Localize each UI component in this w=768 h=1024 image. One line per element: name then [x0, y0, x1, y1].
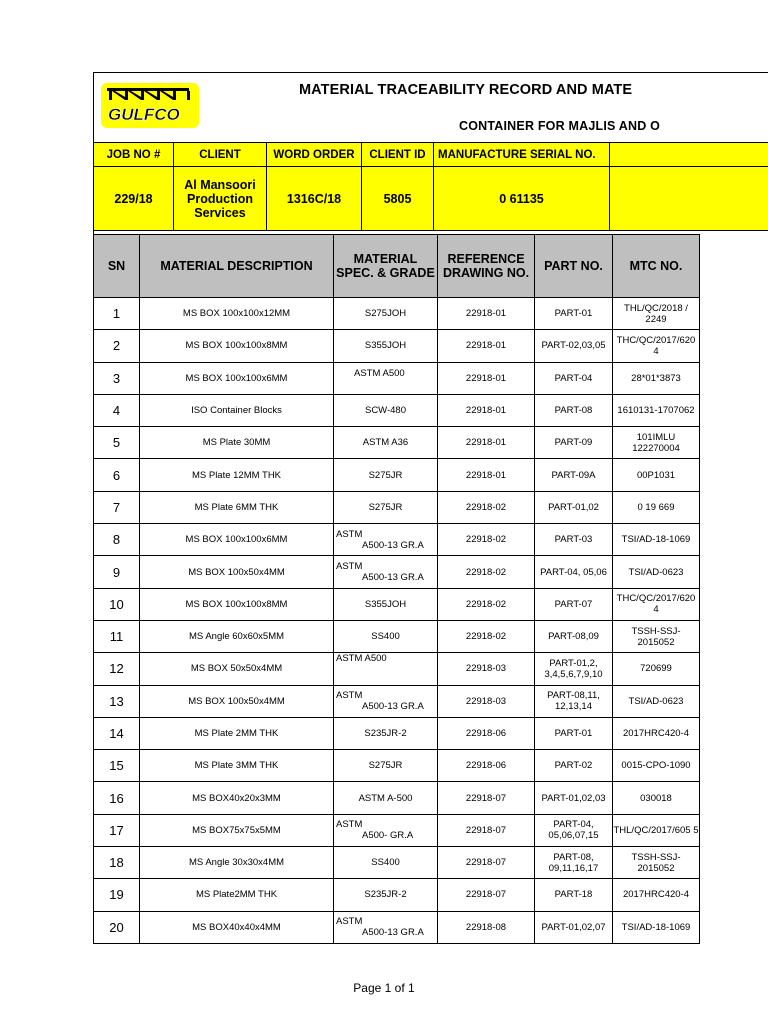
serial-no-value: 0 61135: [434, 167, 610, 231]
spec-text: ASTM A-500: [358, 792, 413, 804]
table-row: [94, 491, 700, 523]
sn-cell: 3: [94, 362, 140, 394]
drawing-no-cell: 22918-07: [438, 879, 535, 911]
drawing-no-cell: 22918-01: [438, 459, 535, 491]
spec-grade-cell: [334, 362, 438, 394]
work-order-value: 1316C/18: [267, 167, 362, 231]
table-row: [94, 556, 700, 588]
spec-text: ASTM A36: [362, 437, 409, 449]
spec-grade-cell: [334, 588, 438, 620]
document-title: MATERIAL TRACEABILITY RECORD AND MATE: [299, 82, 633, 98]
spec-grade-cell: [334, 750, 438, 782]
spec-grade-cell: [334, 717, 438, 749]
sn-cell: 6: [94, 459, 140, 491]
sn-header: SN: [94, 235, 140, 298]
sn-cell: 8: [94, 524, 140, 556]
spec-text: S355JOH: [364, 340, 407, 352]
sn-cell: 19: [94, 879, 140, 911]
part-no-cell: PART-18: [535, 879, 613, 911]
spec-line-1: ASTM: [336, 916, 363, 928]
spec-text: ASTM A500: [354, 367, 405, 379]
spec-line-1: ASTM: [336, 528, 363, 540]
spec-grade-cell: [334, 394, 438, 426]
spec-text: S235JR-2: [364, 728, 407, 739]
spec-line-2: A500-13 GR.A: [362, 701, 424, 713]
description-cell: ISO Container Blocks: [140, 394, 334, 426]
material-table-header-row: [94, 235, 700, 298]
info-header-blank: [610, 142, 768, 167]
spec-line-1: ASTM: [336, 561, 363, 573]
svg-text:GULFCO: GULFCO: [108, 105, 180, 124]
mtc-no-cell: TSI/AD-0623: [613, 685, 700, 717]
spec-text: SS400: [371, 631, 400, 643]
spec-grade-cell: [334, 879, 438, 911]
table-row: [94, 330, 700, 362]
drawing-no-cell: 22918-02: [438, 620, 535, 652]
drawing-no-cell: 22918-07: [438, 847, 535, 879]
description-cell: MS BOX75x75x5MM: [140, 814, 334, 846]
spec-grade-cell: [334, 620, 438, 652]
table-row: [94, 847, 700, 879]
mtc-no-cell: 101IMLU 122270004: [613, 427, 700, 459]
part-no-cell: PART-01,02,07: [535, 911, 613, 943]
table-row: [94, 879, 700, 911]
mtc-no-cell: THC/QC/2017/620 4: [613, 588, 700, 620]
sn-cell: 2: [94, 330, 140, 362]
sn-cell: 14: [94, 717, 140, 749]
sn-cell: 5: [94, 427, 140, 459]
part-no-cell: PART-04: [535, 362, 613, 394]
drawing-no-cell: 22918-06: [438, 717, 535, 749]
description-cell: MS Plate 6MM THK: [140, 491, 334, 523]
part-no-cell: PART-02: [535, 750, 613, 782]
spec-grade-cell: [334, 330, 438, 362]
spec-text: S355JOH: [364, 598, 407, 610]
mtc-no-cell: 1610131-1707062: [613, 394, 700, 426]
drawing-no-cell: 22918-01: [438, 394, 535, 426]
description-cell: MS BOX 100x50x4MM: [140, 685, 334, 717]
job-info-block: [93, 142, 768, 231]
table-row: [94, 394, 700, 426]
drawing-no-cell: 22918-03: [438, 685, 535, 717]
spec-grade-cell: [334, 459, 438, 491]
drawing-no-cell: 22918-01: [438, 362, 535, 394]
client-header: CLIENT: [174, 142, 267, 167]
spec-line-2: A500-13 GR.A: [362, 927, 424, 939]
spec-grade-cell: [334, 685, 438, 717]
mtc-no-cell: THC/QC/2017/620 4: [613, 330, 700, 362]
spec-text: S275JR: [368, 469, 403, 481]
sn-cell: 7: [94, 491, 140, 523]
part-no-cell: PART-09: [535, 427, 613, 459]
spec-grade-cell: [334, 427, 438, 459]
mtc-no-cell: THL/QC/2018 / 2249: [613, 298, 700, 330]
info-value-blank: [610, 167, 768, 231]
sn-cell: 1: [94, 298, 140, 330]
part-no-cell: PART-01,2, 3,4,5,6,7,9,10: [535, 653, 613, 685]
sn-cell: 20: [94, 911, 140, 943]
mtc-no-cell: THL/QC/2017/605 5: [613, 814, 700, 846]
serial-no-header: MANUFACTURE SERIAL NO.: [434, 142, 610, 167]
mtc-no-cell: TSI/AD-18-1069: [613, 524, 700, 556]
job-info-header-row: [93, 142, 768, 167]
description-cell: MS Plate2MM THK: [140, 879, 334, 911]
mtc-no-cell: 0 19 669: [613, 491, 700, 523]
description-cell: MS BOX 50x50x4MM: [140, 653, 334, 685]
sn-cell: 10: [94, 588, 140, 620]
mtc-no-cell: 030018: [613, 782, 700, 814]
drawing-no-cell: 22918-02: [438, 588, 535, 620]
table-row: [94, 298, 700, 330]
mtc-no-cell: TSSH-SSJ- 2015052: [613, 620, 700, 652]
part-no-cell: PART-04, 05,06,07,15: [535, 814, 613, 846]
part-no-cell: PART-04, 05,06: [535, 556, 613, 588]
sn-cell: 17: [94, 814, 140, 846]
description-cell: MS Plate 2MM THK: [140, 717, 334, 749]
drawing-no-cell: 22918-07: [438, 782, 535, 814]
client-id-header: CLIENT ID: [362, 142, 434, 167]
table-row: [94, 588, 700, 620]
job-no-header: JOB NO #: [93, 142, 174, 167]
gulfco-logo: [101, 83, 199, 128]
mtc-no-cell: 00P1031: [613, 459, 700, 491]
mtc-no-cell: TSI/AD-0623: [613, 556, 700, 588]
table-row: [94, 653, 700, 685]
part-no-cell: PART-08,09: [535, 620, 613, 652]
spec-grade-cell: [334, 782, 438, 814]
job-no-value: 229/18: [93, 167, 174, 231]
sn-cell: 11: [94, 620, 140, 652]
sn-cell: 15: [94, 750, 140, 782]
spec-line-1: ASTM: [336, 690, 363, 702]
part-no-cell: PART-08,11, 12,13,14: [535, 685, 613, 717]
spec-text: SCW-480: [364, 405, 406, 417]
table-row: [94, 911, 700, 943]
description-cell: MS Angle 60x60x5MM: [140, 620, 334, 652]
drawing-no-cell: 22918-01: [438, 427, 535, 459]
sn-cell: 13: [94, 685, 140, 717]
part-no-cell: PART-08, 09,11,16,17: [535, 847, 613, 879]
description-cell: MS BOX 100x100x8MM: [140, 330, 334, 362]
mtc-no-cell: 28*01*3873: [613, 362, 700, 394]
mtc-no-cell: 0015-CPO-1090: [613, 750, 700, 782]
drawing-no-header: REFERENCE DRAWING NO.: [438, 235, 535, 298]
spec-grade-header: MATERIAL SPEC. & GRADE: [334, 235, 438, 298]
spec-line-2: A500-13 GR.A: [362, 572, 424, 584]
sn-cell: 18: [94, 847, 140, 879]
table-row: [94, 524, 700, 556]
spec-line-2: A500-13 GR.A: [362, 539, 424, 551]
client-value: Al Mansoori Production Services: [174, 167, 267, 231]
table-row: [94, 814, 700, 846]
sn-cell: 12: [94, 653, 140, 685]
spec-line-2: A500- GR.A: [362, 830, 414, 842]
spec-grade-cell: [334, 814, 438, 846]
part-no-cell: PART-07: [535, 588, 613, 620]
description-cell: MS Angle 30x30x4MM: [140, 847, 334, 879]
drawing-no-cell: 22918-07: [438, 814, 535, 846]
work-order-header: WORD ORDER: [267, 142, 362, 167]
document-sheet: [93, 72, 768, 944]
spec-text: SS400: [371, 857, 400, 869]
sn-cell: 9: [94, 556, 140, 588]
drawing-no-cell: 22918-01: [438, 298, 535, 330]
description-cell: MS BOX 100x100x8MM: [140, 588, 334, 620]
spec-grade-cell: [334, 491, 438, 523]
spec-grade-cell: [334, 524, 438, 556]
spec-line-1: ASTM: [336, 819, 363, 831]
spec-grade-cell: [334, 911, 438, 943]
drawing-no-cell: 22918-02: [438, 491, 535, 523]
drawing-no-cell: 22918-02: [438, 556, 535, 588]
description-cell: MS BOX 100x100x12MM: [140, 298, 334, 330]
document-subtitle: CONTAINER FOR MAJLIS AND O: [459, 119, 661, 133]
table-row: [94, 750, 700, 782]
mtc-no-header: MTC NO.: [613, 235, 700, 298]
description-cell: MS BOX 100x100x6MM: [140, 524, 334, 556]
sn-cell: 16: [94, 782, 140, 814]
spec-text: S235JR-2: [364, 889, 407, 901]
spec-text: S275JR: [368, 760, 403, 772]
description-cell: MS Plate 3MM THK: [140, 750, 334, 782]
mtc-no-cell: 2017HRC420-4: [613, 879, 700, 911]
spec-grade-cell: [334, 653, 438, 685]
document-header: [93, 72, 768, 142]
mtc-no-cell: TSI/AD-18-1069: [613, 911, 700, 943]
description-cell: MS BOX40x20x3MM: [140, 782, 334, 814]
table-row: [94, 459, 700, 491]
spec-grade-cell: [334, 556, 438, 588]
part-no-cell: PART-03: [535, 524, 613, 556]
spec-text: S275JR: [368, 501, 403, 513]
page-footer: Page 1 of 1: [353, 981, 415, 995]
job-info-values-row: [93, 167, 768, 231]
part-no-cell: PART-08: [535, 394, 613, 426]
part-no-cell: PART-01: [535, 717, 613, 749]
sn-cell: 4: [94, 394, 140, 426]
part-no-header: PART NO.: [535, 235, 613, 298]
table-row: [94, 717, 700, 749]
description-cell: MS Plate 30MM: [140, 427, 334, 459]
mtc-no-cell: 720699: [613, 653, 700, 685]
drawing-no-cell: 22918-06: [438, 750, 535, 782]
drawing-no-cell: 22918-03: [438, 653, 535, 685]
drawing-no-cell: 22918-02: [438, 524, 535, 556]
drawing-no-cell: 22918-01: [438, 330, 535, 362]
spec-text: S275JOH: [364, 308, 407, 320]
material-table: [93, 234, 700, 944]
part-no-cell: PART-02,03,05: [535, 330, 613, 362]
description-cell: MS BOX 100x50x4MM: [140, 556, 334, 588]
spec-grade-cell: [334, 847, 438, 879]
spec-grade-cell: [334, 298, 438, 330]
table-row: [94, 620, 700, 652]
part-no-cell: PART-01: [535, 298, 613, 330]
table-row: [94, 685, 700, 717]
table-row: [94, 362, 700, 394]
description-cell: MS Plate 12MM THK: [140, 459, 334, 491]
drawing-no-cell: 22918-08: [438, 911, 535, 943]
mtc-no-cell: TSSH-SSJ- 2015052: [613, 847, 700, 879]
table-row: [94, 782, 700, 814]
mtc-no-cell: 2017HRC420-4: [613, 717, 700, 749]
table-row: [94, 427, 700, 459]
part-no-cell: PART-01,02: [535, 491, 613, 523]
part-no-cell: PART-01,02,03: [535, 782, 613, 814]
description-header: MATERIAL DESCRIPTION: [140, 235, 334, 298]
part-no-cell: PART-09A: [535, 459, 613, 491]
spec-text: ASTM A500: [336, 653, 387, 665]
description-cell: MS BOX 100x100x6MM: [140, 362, 334, 394]
description-cell: MS BOX40x40x4MM: [140, 911, 334, 943]
client-id-value: 5805: [362, 167, 434, 231]
